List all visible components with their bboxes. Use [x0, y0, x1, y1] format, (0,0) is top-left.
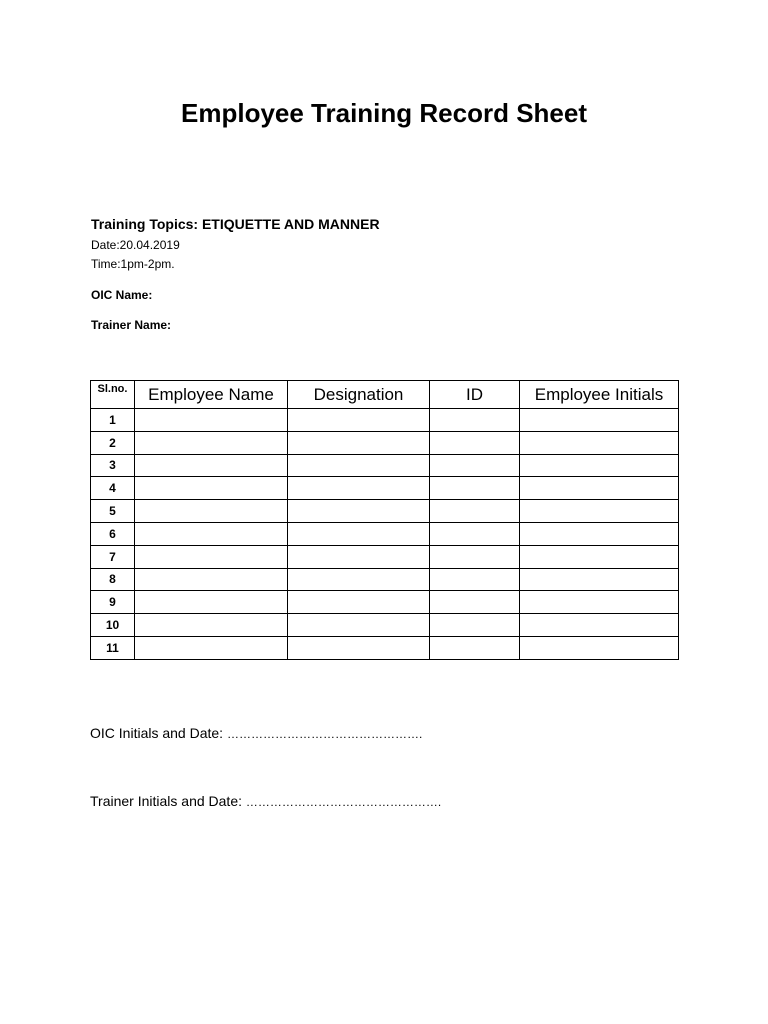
cell-employee-name [135, 545, 288, 568]
cell-id [430, 545, 520, 568]
cell-employee-initials [520, 477, 679, 500]
table-row [91, 454, 679, 477]
cell-designation [288, 636, 430, 659]
row-slno: 2 [91, 431, 135, 454]
cell-employee-name [135, 477, 288, 500]
row-slno: 11 [91, 636, 135, 659]
header-employee-initials: Employee Initials [520, 381, 679, 409]
cell-designation [288, 454, 430, 477]
cell-id [430, 636, 520, 659]
row-slno: 9 [91, 591, 135, 614]
trainer-initials-blank: …………………………………………. [245, 795, 442, 809]
table-row [91, 568, 679, 591]
cell-designation [288, 591, 430, 614]
table-row [91, 636, 679, 659]
row-slno: 10 [91, 614, 135, 637]
cell-id [430, 500, 520, 523]
cell-id [430, 477, 520, 500]
cell-id [430, 409, 520, 432]
header-designation: Designation [288, 381, 430, 409]
cell-employee-name [135, 500, 288, 523]
cell-designation [288, 431, 430, 454]
cell-designation [288, 409, 430, 432]
row-slno: 3 [91, 454, 135, 477]
cell-employee-initials [520, 522, 679, 545]
cell-employee-initials [520, 591, 679, 614]
cell-employee-initials [520, 454, 679, 477]
cell-id [430, 454, 520, 477]
cell-employee-initials [520, 614, 679, 637]
cell-employee-name [135, 591, 288, 614]
row-slno: 1 [91, 409, 135, 432]
training-topics-value: ETIQUETTE AND MANNER [201, 216, 380, 232]
training-topics-line [91, 215, 380, 233]
training-topics-label: Training Topics: [91, 216, 199, 232]
page-title: Employee Training Record Sheet [181, 98, 587, 128]
cell-designation [288, 614, 430, 637]
cell-designation [288, 545, 430, 568]
table-row [91, 477, 679, 500]
cell-employee-initials [520, 636, 679, 659]
cell-employee-name [135, 614, 288, 637]
cell-id [430, 431, 520, 454]
cell-employee-initials [520, 545, 679, 568]
cell-employee-name [135, 454, 288, 477]
date-line: Date:20.04.2019 [91, 238, 180, 252]
oic-name-label: OIC Name: [91, 288, 153, 302]
cell-employee-name [135, 409, 288, 432]
cell-employee-name [135, 568, 288, 591]
cell-employee-initials [520, 500, 679, 523]
row-slno: 7 [91, 545, 135, 568]
trainer-name-label: Trainer Name: [91, 318, 172, 332]
table-header-row [91, 381, 679, 409]
table-row [91, 545, 679, 568]
row-slno: 5 [91, 500, 135, 523]
time-line: Time:1pm-2pm. [91, 257, 175, 271]
table-body [91, 409, 679, 660]
cell-designation [288, 522, 430, 545]
row-slno: 6 [91, 522, 135, 545]
oic-initials-blank: …………………………………………. [226, 727, 423, 741]
cell-designation [288, 477, 430, 500]
table-row [91, 614, 679, 637]
table-row [91, 500, 679, 523]
oic-initials-line [90, 724, 422, 743]
row-slno: 8 [91, 568, 135, 591]
cell-employee-initials [520, 431, 679, 454]
table-row [91, 522, 679, 545]
cell-id [430, 591, 520, 614]
oic-initials-label: OIC Initials and Date: [90, 725, 224, 741]
header-employee-name: Employee Name [135, 381, 288, 409]
cell-designation [288, 500, 430, 523]
table-row [91, 409, 679, 432]
header-slno: Sl.no. [91, 381, 135, 409]
header-id: ID [430, 381, 520, 409]
cell-employee-initials [520, 568, 679, 591]
cell-id [430, 568, 520, 591]
cell-employee-name [135, 431, 288, 454]
cell-employee-initials [520, 409, 679, 432]
cell-employee-name [135, 522, 288, 545]
table-row [91, 431, 679, 454]
trainer-initials-line [90, 792, 441, 811]
cell-employee-name [135, 636, 288, 659]
training-record-table [90, 380, 679, 660]
table-row [91, 591, 679, 614]
cell-id [430, 614, 520, 637]
trainer-initials-label: Trainer Initials and Date: [90, 793, 242, 809]
cell-designation [288, 568, 430, 591]
row-slno: 4 [91, 477, 135, 500]
cell-id [430, 522, 520, 545]
